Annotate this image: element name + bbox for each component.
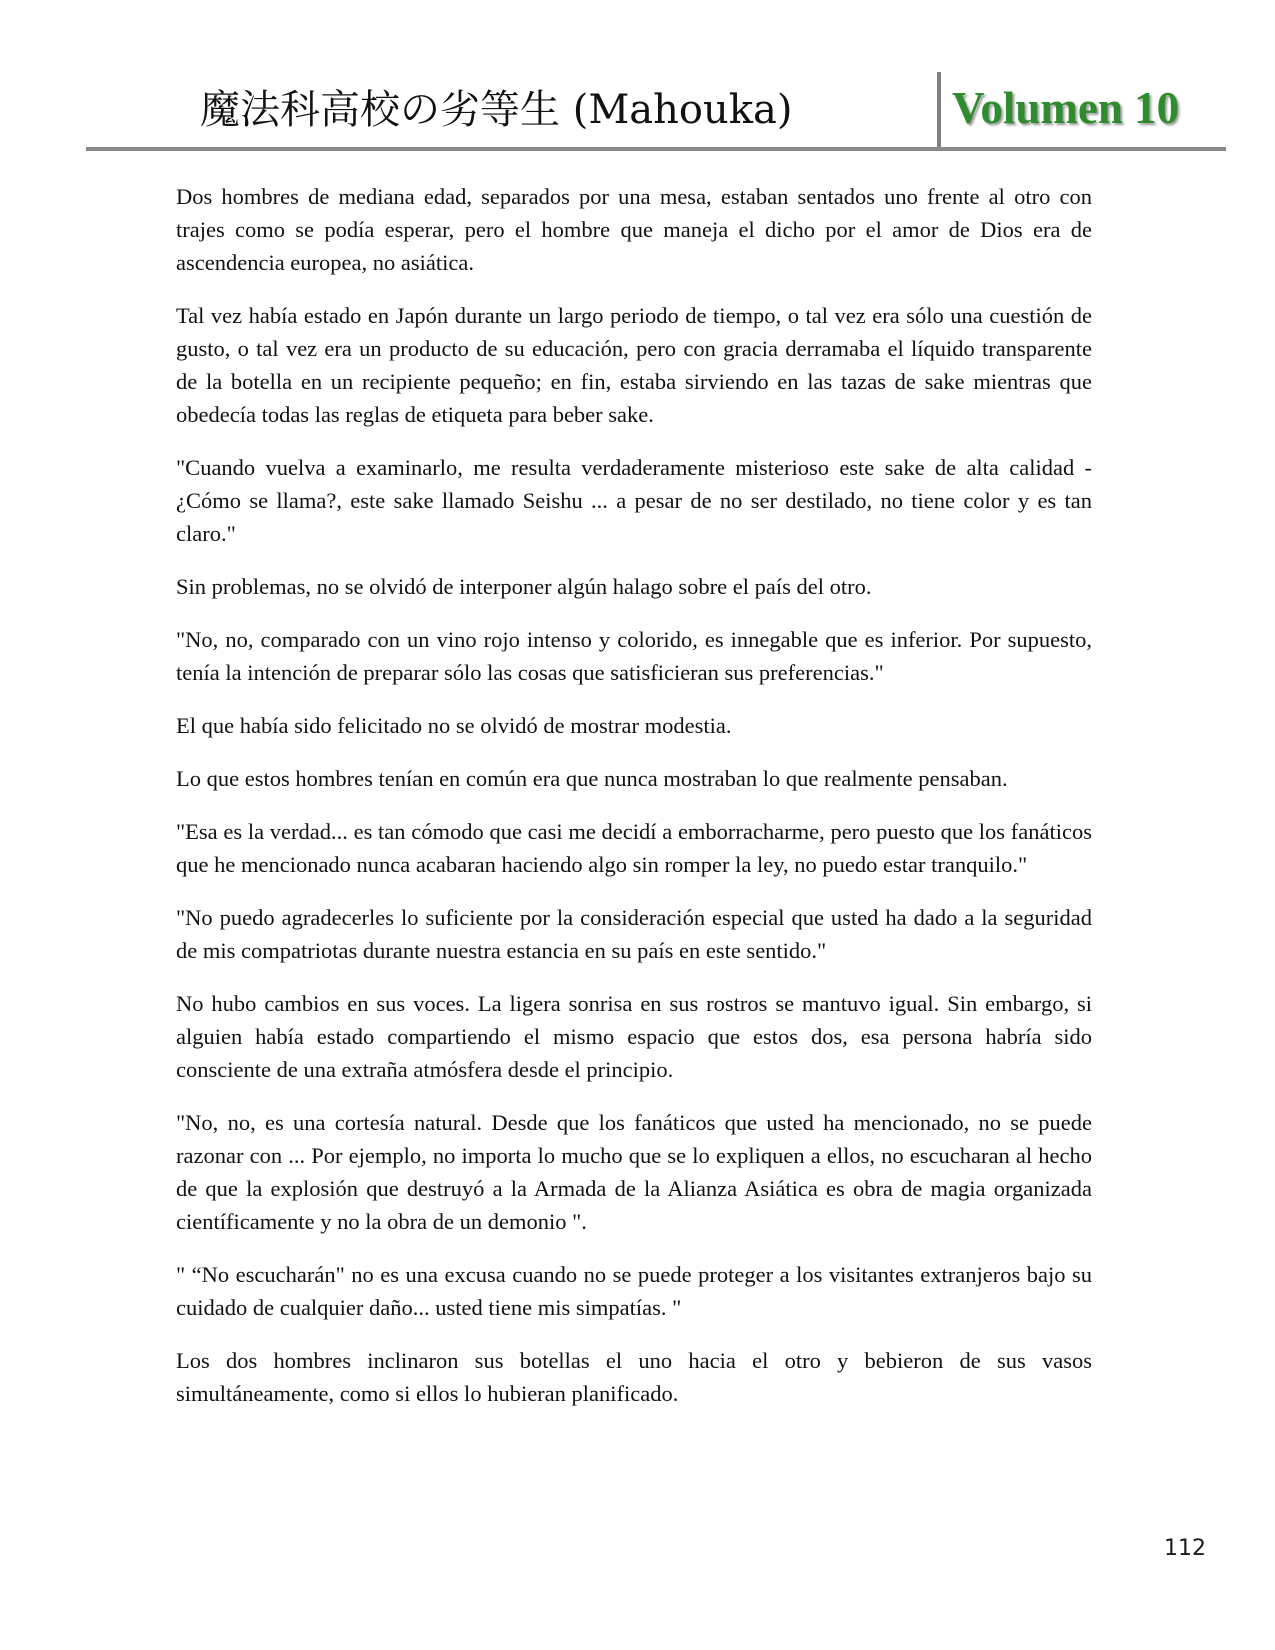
paragraph: Tal vez había estado en Japón durante un largo periodo de tiempo, o tal vez era sólo una cuestión de gusto, o tal vez era un producto de su educación, pero con gracia derramaba el líquido transparente de la botella en un recipiente pequeño; en fin, estaba sirviendo en las tazas de sake mientras que obedecía todas las reglas de etiqueta para beber sake. [176,303,1092,427]
paragraph: "No, no, comparado con un vino rojo intenso y colorido, es innegable que es inferior. Por supuesto, tenía la intención de preparar sólo las cosas que satisficieran sus preferencias." [176,627,1092,685]
paragraph: No hubo cambios en sus voces. La ligera sonrisa en sus rostros se mantuvo igual. Sin embargo, si alguien había estado compartiendo el mismo espacio que estos dos, esa persona habría sido consciente de una extraña atmósfera desde el principio. [176,991,1092,1082]
header-divider [937,72,941,148]
page-body [176,180,1092,1430]
paragraph: Dos hombres de mediana edad, separados por una mesa, estaban sentados uno frente al otro con trajes como se podía esperar, pero el hombre que maneja el dicho por el amor de Dios era de ascendencia europea, no asiática. [176,184,1092,275]
paragraph: Lo que estos hombres tenían en común era que nunca mostraban lo que realmente pensaban. [176,766,1008,791]
book-title: 魔法科高校の劣等生 (Mahouka) [200,87,793,133]
paragraph: "No, no, es una cortesía natural. Desde que los fanáticos que usted ha mencionado, no se puede razonar con ... Por ejemplo, no importa lo mucho que se lo expliquen a ellos, no escucharan al hecho de que la explosión que destruyó a la Armada de la Alianza Asiática es obra de magia organizada científicamente y no la obra de un demonio ". [176,1110,1092,1234]
paragraph: Sin problemas, no se olvidó de interponer algún halago sobre el país del otro. [176,574,872,599]
volume-label: Volumen 10 [952,83,1180,133]
paragraph: " “No escucharán" no es una excusa cuando no se puede proteger a los visitantes extranjeros bajo su cuidado de cualquier daño... usted tiene mis simpatías. " [176,1262,1092,1320]
page-number: 112 [1164,1536,1206,1561]
header-rule [86,147,1226,151]
paragraph: "Esa es la verdad... es tan cómodo que casi me decidí a emborracharme, pero puesto que los fanáticos que he mencionado nunca acabaran haciendo algo sin romper la ley, no puedo estar tranquilo." [176,819,1092,877]
page-header [0,0,1275,160]
paragraph: "No puedo agradecerles lo suficiente por la consideración especial que usted ha dado a la seguridad de mis compatriotas durante nuestra estancia en su país en este sentido." [176,905,1092,963]
paragraph: El que había sido felicitado no se olvidó de mostrar modestia. [176,713,732,738]
paragraph: Los dos hombres inclinaron sus botellas el uno hacia el otro y bebieron de sus vasos simultáneamente, como si ellos lo hubieran planificado. [176,1348,1092,1406]
paragraph: "Cuando vuelva a examinarlo, me resulta verdaderamente misterioso este sake de alta calidad - ¿Cómo se llama?, este sake llamado Seishu ... a pesar de no ser destilado, no tiene color y es tan claro." [176,455,1092,546]
